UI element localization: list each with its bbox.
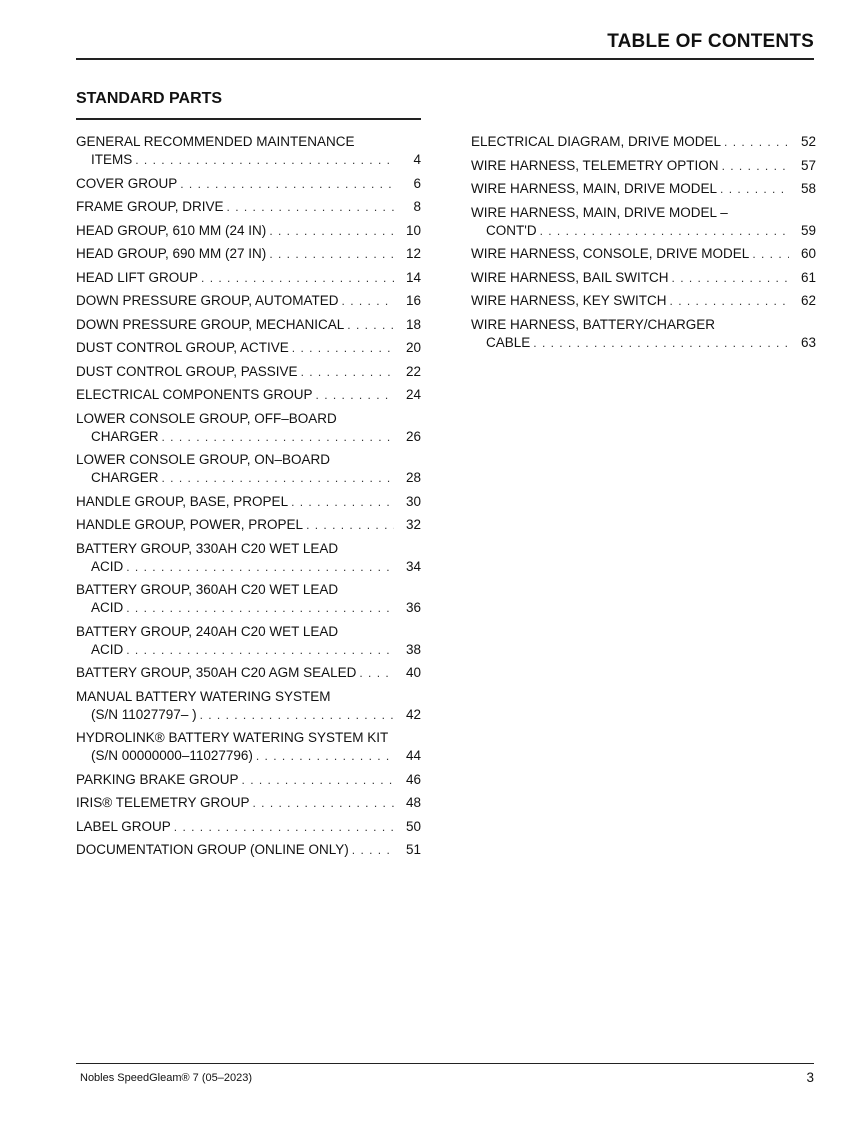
toc-leader-dots	[306, 516, 394, 534]
toc-entry-title: DOCUMENTATION GROUP (ONLINE ONLY)	[76, 842, 349, 857]
toc-leader-dots	[135, 151, 394, 169]
toc-entry-page: 8	[413, 199, 421, 214]
toc-entry[interactable]	[76, 222, 421, 240]
toc-entry-title: BATTERY GROUP, 240AH C20 WET LEAD	[76, 623, 339, 639]
toc-leader-dots	[292, 339, 394, 357]
toc-entry[interactable]	[76, 664, 421, 682]
toc-entry-page: 60	[800, 246, 816, 261]
toc-entry-page: 30	[405, 493, 421, 509]
toc-column-left	[76, 133, 421, 865]
section-rule	[76, 118, 421, 120]
toc-entry-title: LABEL GROUP	[76, 818, 171, 834]
toc-leader-dots	[722, 157, 789, 175]
toc-leader-dots	[540, 222, 789, 240]
toc-entry[interactable]	[76, 363, 421, 381]
toc-entry-title: (S/N 11027797– )	[91, 706, 197, 722]
toc-entry-title: DOWN PRESSURE GROUP, AUTOMATED	[76, 293, 339, 308]
toc-leader-dots	[126, 641, 394, 659]
toc-entry-title: WIRE HARNESS, KEY SWITCH	[471, 293, 667, 308]
toc-leader-dots	[201, 269, 394, 287]
toc-leader-dots	[359, 664, 394, 682]
toc-entry-title: LOWER CONSOLE GROUP, OFF–BOARD	[76, 410, 337, 426]
toc-entry-page: 10	[405, 222, 421, 238]
toc-entry[interactable]	[76, 540, 421, 576]
toc-entry[interactable]	[76, 410, 421, 446]
toc-entry-title: WIRE HARNESS, BAIL SWITCH	[471, 269, 669, 285]
toc-leader-dots	[126, 558, 394, 576]
toc-entry-title: HEAD GROUP, 610 MM (24 IN)	[76, 222, 267, 238]
toc-leader-dots	[533, 334, 789, 352]
toc-entry-page: 58	[800, 181, 816, 196]
toc-entry[interactable]	[76, 451, 421, 487]
toc-entry[interactable]	[471, 133, 816, 151]
toc-entry-page: 22	[405, 363, 421, 379]
toc-entry-title: HANDLE GROUP, POWER, PROPEL	[76, 517, 304, 532]
toc-entry[interactable]	[471, 316, 816, 352]
toc-entry-page: 14	[405, 269, 421, 285]
toc-leader-dots	[301, 363, 394, 381]
toc-entry-title: BATTERY GROUP, 360AH C20 WET LEAD	[76, 582, 339, 597]
toc-entry-title: (S/N 00000000–11027796)	[91, 748, 253, 763]
toc-leader-dots	[180, 175, 394, 193]
toc-entry-title: GENERAL RECOMMENDED MAINTENANCE	[76, 134, 355, 149]
toc-entry-page: 62	[800, 293, 816, 308]
toc-leader-dots	[752, 245, 789, 263]
toc-entry-page: 12	[405, 246, 421, 261]
toc-entry[interactable]	[76, 198, 421, 216]
toc-entry[interactable]	[471, 245, 816, 263]
toc-leader-dots	[174, 818, 394, 836]
toc-entry-page: 42	[405, 706, 421, 722]
toc-entry-page: 48	[405, 795, 421, 810]
toc-column-right	[471, 133, 816, 357]
toc-entry-title: DOWN PRESSURE GROUP, MECHANICAL	[76, 316, 345, 332]
toc-entry-title: PARKING BRAKE GROUP	[76, 771, 239, 787]
toc-leader-dots	[126, 599, 394, 617]
toc-entry-page: 57	[800, 157, 816, 173]
toc-entry-title: ACID	[91, 600, 124, 615]
toc-leader-dots	[162, 469, 394, 487]
toc-entry-title: DUST CONTROL GROUP, PASSIVE	[76, 363, 298, 379]
toc-entry[interactable]	[76, 386, 421, 404]
toc-entry[interactable]	[76, 493, 421, 511]
toc-entry-title: HEAD GROUP, 690 MM (27 IN)	[76, 246, 267, 261]
toc-entry-title: FRAME GROUP, DRIVE	[76, 199, 224, 214]
toc-entry-title: LOWER CONSOLE GROUP, ON–BOARD	[76, 452, 331, 467]
toc-entry-title: HYDROLINK® BATTERY WATERING SYSTEM KIT	[76, 730, 389, 745]
toc-leader-dots	[269, 245, 394, 263]
toc-entry[interactable]	[76, 794, 421, 812]
toc-leader-dots	[227, 198, 394, 216]
toc-entry[interactable]	[76, 771, 421, 789]
toc-entry[interactable]	[76, 729, 421, 765]
toc-leader-dots	[672, 269, 789, 287]
toc-entry-page: 50	[405, 818, 421, 834]
toc-entry-page: 52	[800, 134, 816, 149]
toc-entry[interactable]	[76, 516, 421, 534]
toc-entry-title: WIRE HARNESS, MAIN, DRIVE MODEL	[471, 181, 718, 196]
toc-entry[interactable]	[76, 175, 421, 193]
toc-entry-title: WIRE HARNESS, CONSOLE, DRIVE MODEL	[471, 246, 750, 261]
toc-entry[interactable]	[76, 245, 421, 263]
toc-entry-title: MANUAL BATTERY WATERING SYSTEM	[76, 688, 331, 704]
toc-entry[interactable]	[76, 688, 421, 724]
toc-entry[interactable]	[471, 204, 816, 240]
toc-leader-dots	[342, 292, 394, 310]
toc-entry-page: 59	[800, 222, 816, 238]
toc-entry-page: 20	[405, 340, 421, 355]
toc-entry-title: CHARGER	[91, 428, 159, 444]
toc-leader-dots	[200, 706, 394, 724]
toc-entry-title: ITEMS	[91, 152, 133, 167]
toc-entry-page: 40	[405, 665, 421, 680]
toc-entry[interactable]	[471, 157, 816, 175]
toc-entry-page: 4	[413, 152, 421, 167]
toc-entry-page: 26	[405, 428, 421, 444]
toc-entry-title: HANDLE GROUP, BASE, PROPEL	[76, 493, 289, 509]
toc-leader-dots	[670, 292, 789, 310]
toc-leader-dots	[720, 180, 789, 198]
footer-document-title: Nobles SpeedGleam® 7 (05–2023)	[80, 1072, 252, 1084]
toc-entry-title: COVER GROUP	[76, 175, 178, 191]
toc-entry[interactable]	[471, 180, 816, 198]
toc-entry[interactable]	[76, 339, 421, 357]
toc-leader-dots	[724, 133, 789, 151]
toc-entry-page: 6	[413, 175, 421, 191]
toc-entry-page: 24	[405, 387, 421, 402]
toc-leader-dots	[291, 493, 394, 511]
toc-leader-dots	[162, 428, 394, 446]
toc-entry-title: BATTERY GROUP, 330AH C20 WET LEAD	[76, 540, 339, 556]
toc-leader-dots	[253, 794, 395, 812]
toc-entry-title: CABLE	[486, 334, 531, 350]
toc-entry-title: WIRE HARNESS, BATTERY/CHARGER	[471, 316, 716, 332]
toc-entry-title: CHARGER	[91, 470, 159, 485]
toc-entry-page: 36	[405, 600, 421, 615]
toc-entry-page: 28	[405, 470, 421, 485]
toc-entry-title: ACID	[91, 558, 124, 574]
toc-entry-page: 63	[800, 334, 816, 350]
toc-entry-page: 61	[800, 269, 816, 285]
header-rule	[76, 58, 814, 60]
toc-leader-dots	[347, 316, 394, 334]
footer-rule	[76, 1063, 814, 1064]
toc-entry-title: CONT'D	[486, 222, 537, 238]
toc-entry-title: ACID	[91, 641, 124, 657]
toc-entry-title: IRIS® TELEMETRY GROUP	[76, 795, 250, 810]
toc-entry-title: DUST CONTROL GROUP, ACTIVE	[76, 340, 289, 355]
toc-leader-dots	[352, 841, 394, 859]
toc-leader-dots	[242, 771, 394, 789]
toc-entry[interactable]	[76, 269, 421, 287]
toc-entry[interactable]	[76, 292, 421, 310]
toc-entry-page: 38	[405, 641, 421, 657]
toc-entry-page: 44	[405, 748, 421, 763]
toc-entry[interactable]	[76, 316, 421, 334]
toc-entry[interactable]	[76, 623, 421, 659]
toc-entry-page: 34	[405, 558, 421, 574]
toc-entry-title: BATTERY GROUP, 350AH C20 AGM SEALED	[76, 665, 357, 680]
toc-entry[interactable]	[471, 269, 816, 287]
toc-entry-page: 32	[405, 517, 421, 532]
section-title: STANDARD PARTS	[76, 90, 223, 107]
toc-entry[interactable]	[76, 818, 421, 836]
toc-entry-page: 18	[405, 316, 421, 332]
toc-entry[interactable]	[471, 292, 816, 310]
toc-entry-page: 46	[405, 771, 421, 787]
toc-entry-title: ELECTRICAL DIAGRAM, DRIVE MODEL	[471, 134, 722, 149]
toc-entry[interactable]	[76, 133, 421, 169]
toc-entry-title: WIRE HARNESS, TELEMETRY OPTION	[471, 157, 719, 173]
toc-leader-dots	[256, 747, 394, 765]
toc-entry-page: 16	[405, 293, 421, 308]
toc-leader-dots	[316, 386, 394, 404]
toc-entry-title: WIRE HARNESS, MAIN, DRIVE MODEL –	[471, 204, 728, 220]
toc-entry-title: HEAD LIFT GROUP	[76, 269, 199, 285]
toc-entry-page: 51	[405, 842, 421, 857]
toc-entry[interactable]	[76, 581, 421, 617]
toc-entry-title: ELECTRICAL COMPONENTS GROUP	[76, 387, 313, 402]
page-header-title: TABLE OF CONTENTS	[607, 31, 814, 52]
footer-page-number: 3	[806, 1070, 814, 1085]
toc-leader-dots	[269, 222, 394, 240]
toc-entry[interactable]	[76, 841, 421, 859]
